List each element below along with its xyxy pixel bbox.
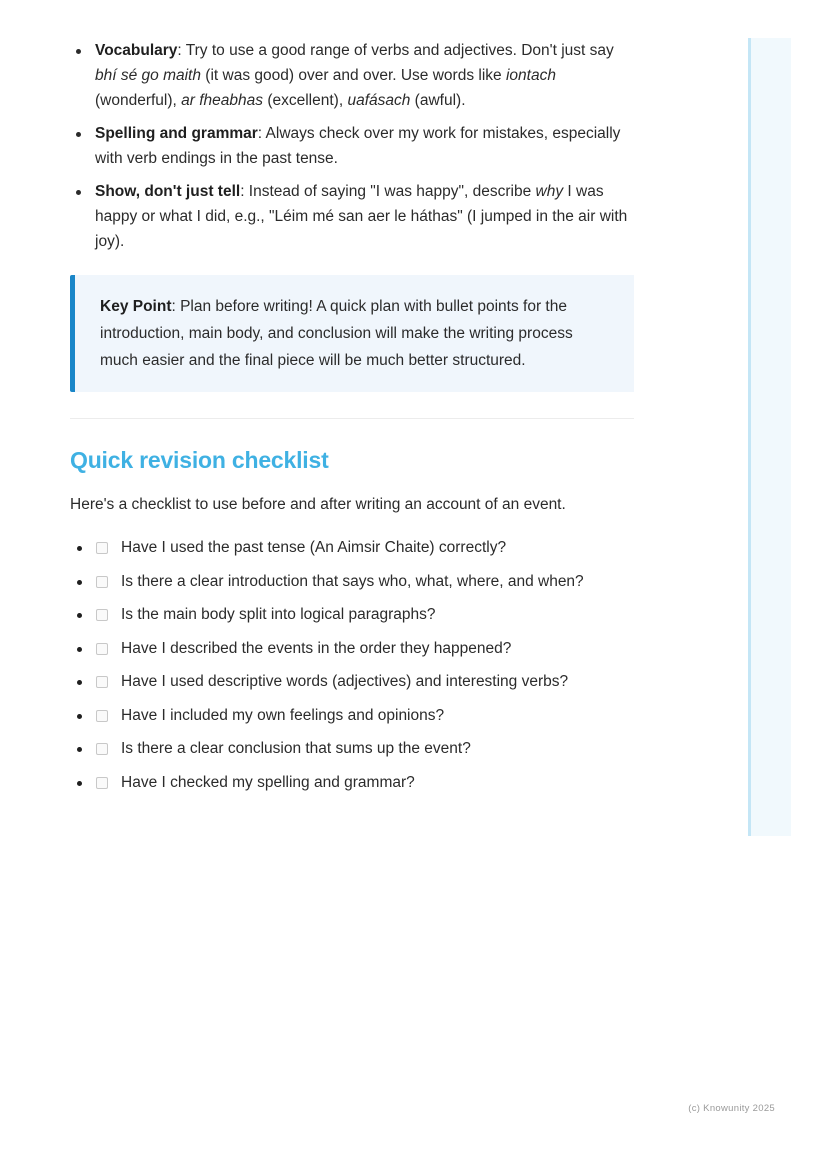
irish-phrase: ar fheabhas [181, 92, 264, 109]
tip-text: : Always check over my work for mistakes, especially with verb endings in the past tense. [95, 125, 621, 167]
bullet-icon [77, 747, 82, 752]
checklist-item-label: Have I included my own feelings and opinions? [121, 706, 445, 724]
checklist-checkbox[interactable] [96, 777, 108, 789]
tip-text: : Instead of saying "I was happy", describe [240, 183, 536, 200]
bullet-icon [77, 613, 82, 618]
tip-item [70, 121, 634, 171]
checklist-intro: Here's a checklist to use before and after writing an account of an event. [70, 496, 566, 513]
writing-tips-list [70, 38, 634, 254]
key-point-label: Key Point [100, 298, 172, 315]
tip-text: (it was good) over and over. Use words like [200, 67, 506, 84]
checklist-checkbox[interactable] [96, 609, 108, 621]
section-divider [70, 418, 634, 419]
bullet-icon [77, 680, 82, 685]
tip-item [70, 38, 634, 113]
checklist-item-label: Is there a clear conclusion that sums up the event? [121, 740, 471, 757]
checklist-item-label: Have I described the events in the order they happened? [121, 639, 512, 657]
checklist-item [70, 532, 634, 566]
checklist-item [70, 566, 634, 600]
checklist-item-label: Is the main body split into logical paragraphs? [121, 606, 436, 623]
checklist-checkbox[interactable] [96, 710, 108, 722]
tip-text: (wonderful), [95, 92, 182, 109]
key-point-text: : Plan before writing! A quick plan with bullet points for the introduction, main body, and conclusion will make the writing process much easier and the final piece will be much better structured. [100, 298, 573, 369]
checklist-checkbox[interactable] [96, 676, 108, 688]
tip-title: Spelling and grammar [95, 125, 258, 142]
checklist-checkbox[interactable] [96, 542, 108, 554]
checklist-checkbox[interactable] [96, 576, 108, 588]
checklist-heading: Quick revision checklist [70, 447, 329, 473]
checklist-item [70, 666, 634, 700]
bullet-icon [77, 647, 82, 652]
revision-checklist [70, 532, 634, 800]
irish-phrase: uafásach [347, 92, 411, 109]
tip-title: Vocabulary [95, 42, 178, 59]
tip-text: I was happy or what I did, e.g., "Léim mé san aer le háthas" (I jumped in the air with joy). [95, 183, 628, 250]
main-content [70, 38, 634, 800]
checklist-item-label: Have I used descriptive words (adjectives) and interesting verbs? [121, 673, 569, 690]
checklist-item [70, 767, 634, 801]
checklist-item-label: Have I checked my spelling and grammar? [121, 773, 415, 791]
bullet-icon [77, 714, 82, 719]
side-panel [748, 38, 791, 836]
tip-title: Show, don't just tell [95, 183, 241, 200]
checklist-item [70, 733, 634, 767]
checklist-checkbox[interactable] [96, 643, 108, 655]
checklist-item-label: Is there a clear introduction that says who, what, where, and when? [121, 572, 584, 590]
bullet-icon [77, 580, 82, 585]
tip-item [70, 179, 634, 254]
checklist-item [70, 700, 634, 734]
irish-phrase: iontach [505, 67, 556, 84]
checklist-item-label: Have I used the past tense (An Aimsir Chaite) correctly? [121, 539, 507, 556]
irish-phrase: bhí sé go maith [95, 67, 201, 84]
checklist-item [70, 599, 634, 633]
checklist-checkbox[interactable] [96, 743, 108, 755]
tip-text: (awful). [410, 92, 466, 109]
irish-phrase: why [535, 183, 564, 200]
tip-text: (excellent), [263, 92, 348, 109]
copyright-footer: (c) Knowunity 2025 [688, 1103, 775, 1114]
checklist-item [70, 633, 634, 667]
bullet-icon [77, 781, 82, 786]
key-point-callout [70, 275, 634, 392]
tip-text: : Try to use a good range of verbs and adjectives. Don't just say [177, 42, 614, 59]
bullet-icon [77, 546, 82, 551]
